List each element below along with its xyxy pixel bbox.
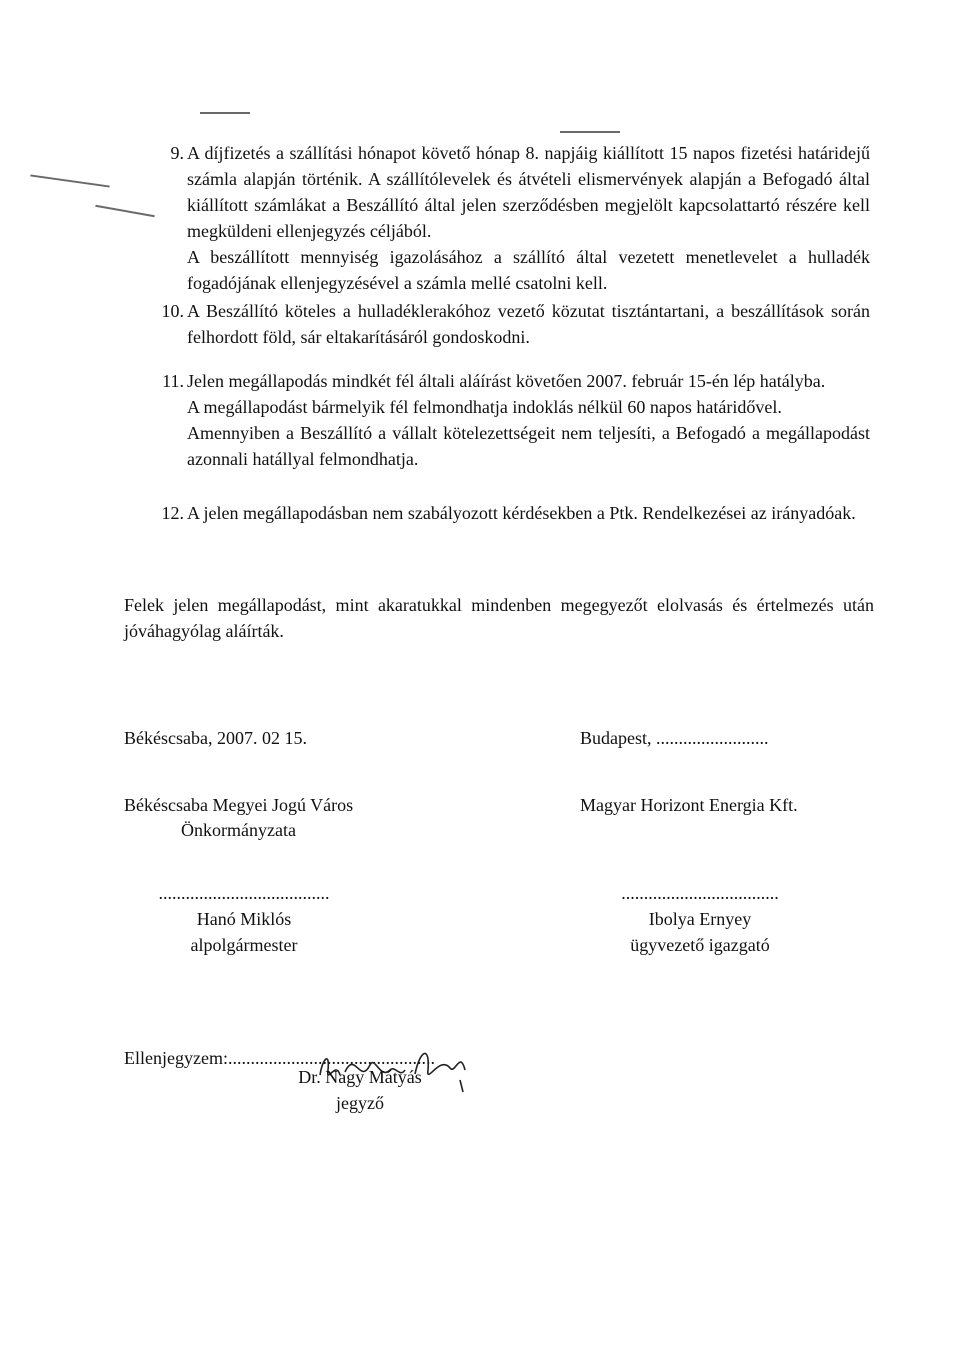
- clause-number: 10.: [161, 301, 184, 321]
- signature-line: ...................................: [621, 883, 779, 903]
- signer-title: ügyvezető igazgató: [630, 935, 770, 955]
- signer-title: jegyző: [336, 1093, 384, 1113]
- clause-12: [150, 500, 870, 526]
- clause-number: 12.: [161, 503, 184, 523]
- clause-number: 11.: [162, 371, 184, 391]
- left-organization: Békéscsaba Megyei Jogú Város: [124, 795, 354, 815]
- clause-body: [187, 500, 870, 526]
- right-place-date: Budapest, .........................: [580, 728, 769, 748]
- clause-paragraph: Amennyiben a Beszállító a vállalt kötelezettségeit nem teljesíti, a Befogadó a megállapodást azonnali hatállyal felmondhatja.: [187, 423, 870, 469]
- clause-11: [150, 368, 870, 472]
- clause-paragraph: A beszállított mennyiség igazolásához a szállító által vezetett menetlevelet a hulladék fogadójának ellenjegyzésével a számla mellé csatolni kell.: [187, 247, 870, 293]
- left-organization-2: Önkormányzata: [181, 820, 296, 840]
- clause-number: 9.: [170, 143, 184, 163]
- clause-9: [150, 140, 870, 296]
- clause-paragraph: A jelen megállapodásban nem szabályozott kérdésekben a Ptk. Rendelkezései az irányadóak.: [187, 503, 856, 523]
- clause-paragraph: Jelen megállapodás mindkét fél általi aláírást követően 2007. február 15-én lép hatályba.: [187, 371, 826, 391]
- closing-statement: Felek jelen megállapodást, mint akaratukkal mindenben megegyezőt elolvasás és értelmezés után jóváhagyólag aláírták.: [124, 595, 874, 641]
- signature-line: ......................................: [158, 883, 330, 903]
- signer-title: alpolgármester: [190, 935, 298, 955]
- clause-paragraph: A díjfizetés a szállítási hónapot követő hónap 8. napjáig kiállított 15 napos fizetési határidejű számla alapján történik. A szállítólevelek és átvételi elismervények alapján a Befogadó által kiállított számlákat a Beszállító által jelen szerződésben megjelölt kapcsolattartó részére kell megküldeni ellenjegyzés céljából.: [187, 143, 870, 241]
- scan-artifact: [560, 131, 620, 133]
- scan-artifact: [200, 112, 250, 114]
- clause-body: [187, 140, 870, 296]
- signer-name: Hanó Miklós: [196, 909, 292, 929]
- clause-body: [187, 368, 870, 472]
- clause-paragraph: A Beszállító köteles a hulladéklerakóhoz vezető közutat tisztántartani, a beszállítások során felhordott föld, sár eltakarításáról gondoskodni.: [187, 301, 870, 347]
- countersign-signer-block: [260, 1064, 460, 1116]
- clause-10: [150, 298, 870, 350]
- clause-body: [187, 298, 870, 350]
- right-organization: Magyar Horizont Energia Kft.: [580, 795, 798, 815]
- countersign-label: Ellenjegyzem:: [124, 1048, 228, 1068]
- left-place-date: Békéscsaba, 2007. 02 15.: [124, 728, 307, 748]
- countersign-dots: ..............................................: [227, 1048, 435, 1068]
- scan-artifact: [30, 174, 109, 187]
- right-signature-block: [560, 880, 840, 958]
- scan-artifact: [95, 205, 154, 217]
- clause-paragraph: A megállapodást bármelyik fél felmondhatja indoklás nélkül 60 napos határidővel.: [187, 397, 782, 417]
- signer-name: Dr. Nagy Mátyás: [298, 1067, 422, 1087]
- left-signature-block: [104, 880, 384, 958]
- signer-name: Ibolya Ernyey: [648, 909, 752, 929]
